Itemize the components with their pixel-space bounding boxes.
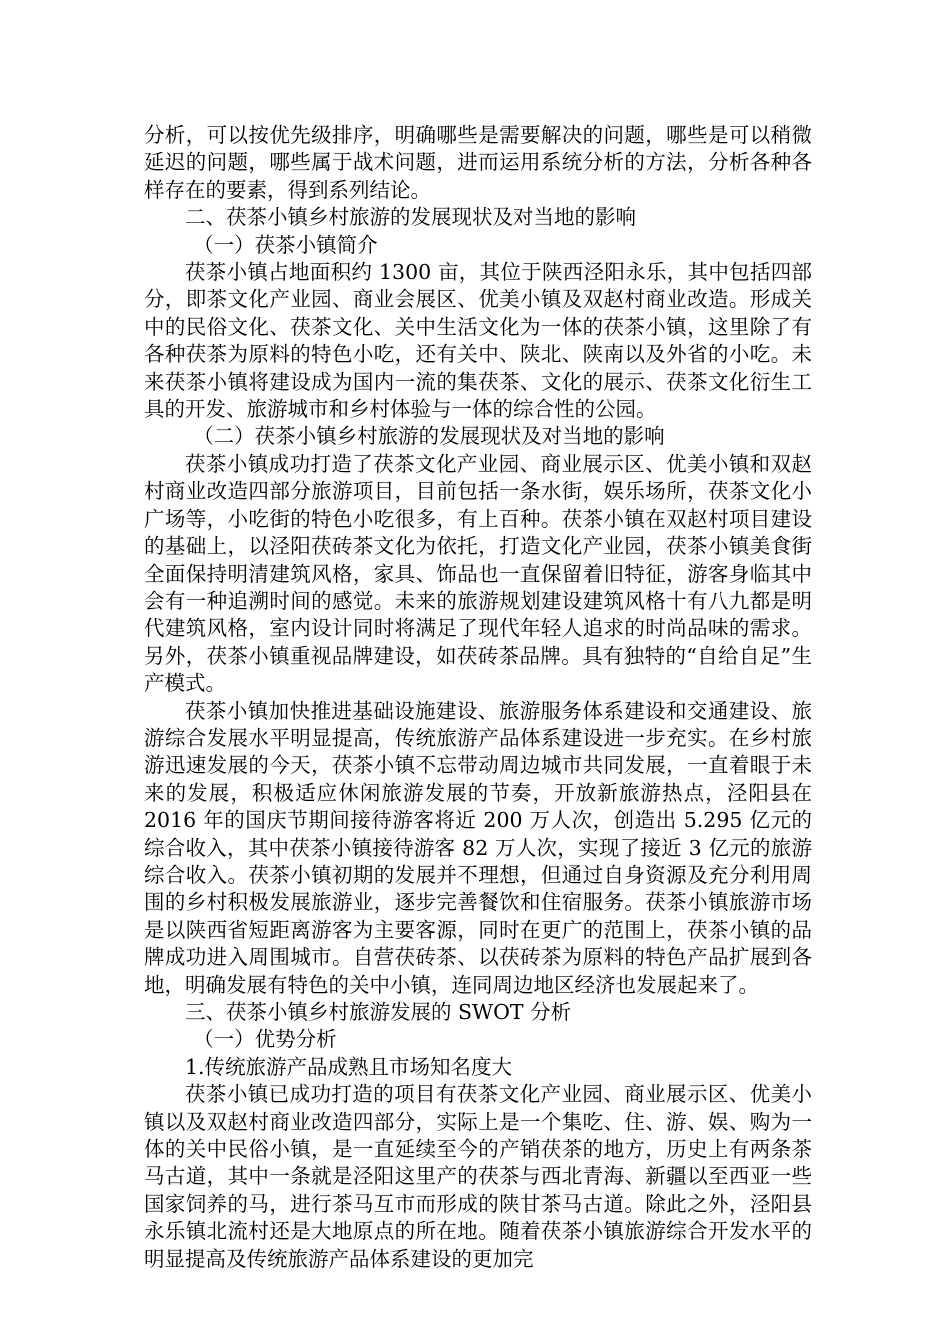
subsection-heading-3-1: （一）优势分析 (193, 1027, 337, 1052)
paragraph-town-intro: 茯茶小镇占地面积约 1300 亩，其位于陕西泾阳永乐，其中包括四部分，即茶文化产业园、商业会展区、优美小镇及双赵村商业改造。形成关中的民俗文化、茯茶文化、关中生活文化为一体的茯茶小镇，这里除了有各种茯茶为原料的特色小吃，还有关中、陕北、陕南以及外省的小吃。未来茯茶小镇将建设成为国内一流的集茯茶、文化的展示、茯茶文化衍生工具的开发、旅游城市和乡村体验与一体的综合性的公园。 (144, 260, 812, 422)
section-heading-2: 二、茯茶小镇乡村旅游的发展现状及对当地的影响 (185, 205, 636, 230)
paragraph-development-status: 茯茶小镇成功打造了茯茶文化产业园、商业展示区、优美小镇和双赵村商业改造四部分旅游项目，目前包括一条水街，娱乐场所，茯茶文化小广场等，小吃街的特色小吃很多，有上百种。茯茶小镇在双赵村项目建设的基础上，以泾阳茯砖茶文化为依托，打造文化产业园，茯茶小镇美食街全面保持明清建筑风格，家具、饰品也一直保留着旧特征，游客身临其中会有一种追溯时间的感觉。未来的旅游规划建设建筑风格十有八九都是明代建筑风格，室内设计同时将满足了现代年轻人追求的时尚品味的需求。另外，茯茶小镇重视品牌建设，如茯砖茶品牌。具有独特的“自给自足”生产模式。 (144, 451, 812, 696)
paragraph-advantages: 茯茶小镇已成功打造的项目有茯茶文化产业园、商业展示区、优美小镇以及双赵村商业改造四部分，实际上是一个集吃、住、游、娱、购为一体的关中民俗小镇，是一直延续至今的产销茯茶的地方，历史上有两条茶马古道，其中一条就是泾阳这里产的茯茶与西北青海、新疆以至西亚一些国家饲养的马，进行茶马互市而形成的陕甘茶马古道。除此之外，泾阳县永乐镇北流村还是大地原点的所在地。随着茯茶小镇旅游综合开发水平的明显提高及传统旅游产品体系建设的更加完 (144, 1082, 812, 1271)
subsection-heading-2-1: （一）茯茶小镇简介 (193, 232, 378, 257)
section-heading-3: 三、茯茶小镇乡村旅游发展的 SWOT 分析 (185, 1000, 572, 1024)
item-heading-3-1-1: 1.传统旅游产品成熟且市场知名度大 (185, 1054, 513, 1079)
paragraph-continuation: 分析，可以按优先级排序，明确哪些是需要解决的问题，哪些是可以稍微延迟的问题，哪些属于战术问题，进而运用系统分析的方法，分析各种各样存在的要素，得到系列结论。 (144, 123, 812, 202)
paragraph-infrastructure: 茯茶小镇加快推进基础设施建设、旅游服务体系建设和交通建设、旅游综合发展水平明显提高，传统旅游产品体系建设进一步充实。在乡村旅游迅速发展的今天，茯茶小镇不忘带动周边城市共同发展，一直着眼于未来的发展，积极适应休闲旅游发展的节奏，开放新旅游热点，泾阳县在 2016 年的国庆节期间接待游客将近 200 万人次，创造出 5.295 亿元的综合收入，其中茯茶小镇接待游客 82 万人次，实现了接近 3 亿元的旅游综合收入。茯茶小镇初期的发展并不理想，但通过自身资源及充分利用周围的乡村积极发展旅游业，逐步完善餐饮和住宿服务。茯茶小镇旅游市场是以陕西省短距离游客为主要客源，同时在更广的范围上，茯茶小镇的品牌成功进入周围城市。自营茯砖茶、以茯砖茶为原料的特色产品扩展到各地，明确发展有特色的关中小镇，连同周边地区经济也发展起来了。 (144, 698, 812, 997)
subsection-heading-2-2: （二）茯茶小镇乡村旅游的发展现状及对当地的影响 (193, 424, 665, 449)
document-body (144, 122, 812, 1273)
